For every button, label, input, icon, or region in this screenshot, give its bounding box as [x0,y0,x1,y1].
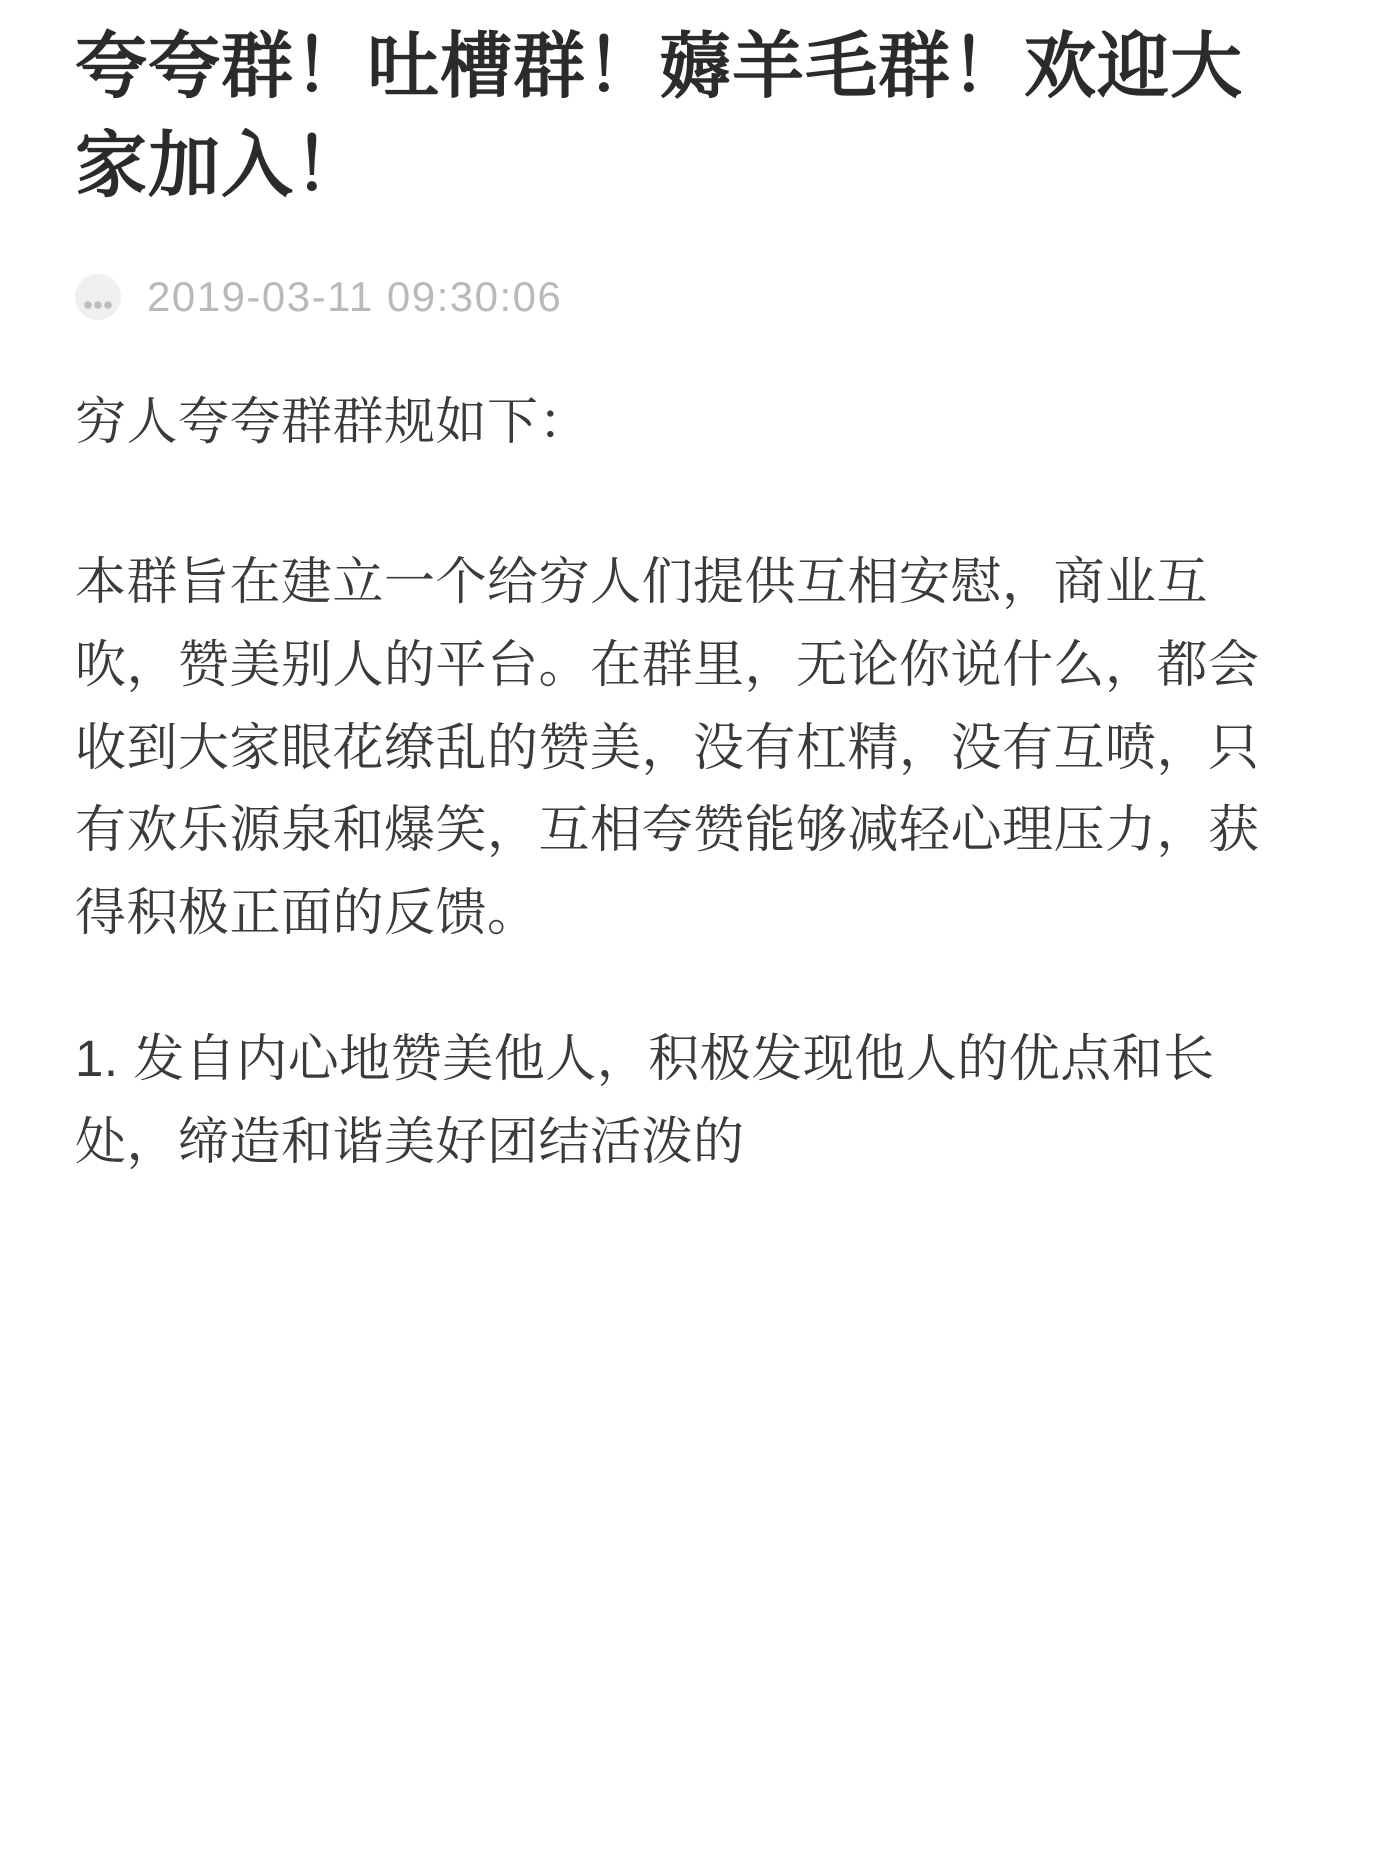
article-content [75,0,1315,1184]
article-body [75,381,1315,1184]
dots-avatar-icon [75,274,121,320]
article-meta [75,271,1315,323]
publish-timestamp: 2019-03-11 09:30:06 [147,272,563,320]
article-paragraph: 本群旨在建立一个给穷人们提供互相安慰，商业互吹，赞美别人的平台。在群里，无论你说什么，都会收到大家眼花缭乱的赞美，没有杠精，没有互喷，只有欢乐源泉和爆笑，互相夸赞能够减轻心理压力，获得积极正面的反馈。 [75,553,1260,941]
article-paragraph: 穷人夸夸群群规如下： [75,392,591,450]
article-paragraph: 1. 发自内心地赞美他人，积极发现他人的优点和长处，缔造和谐美好团结活泼的 [75,1030,1215,1170]
page-title: 夸夸群！吐槽群！薅羊毛群！欢迎大家加入！ [75,27,1244,207]
